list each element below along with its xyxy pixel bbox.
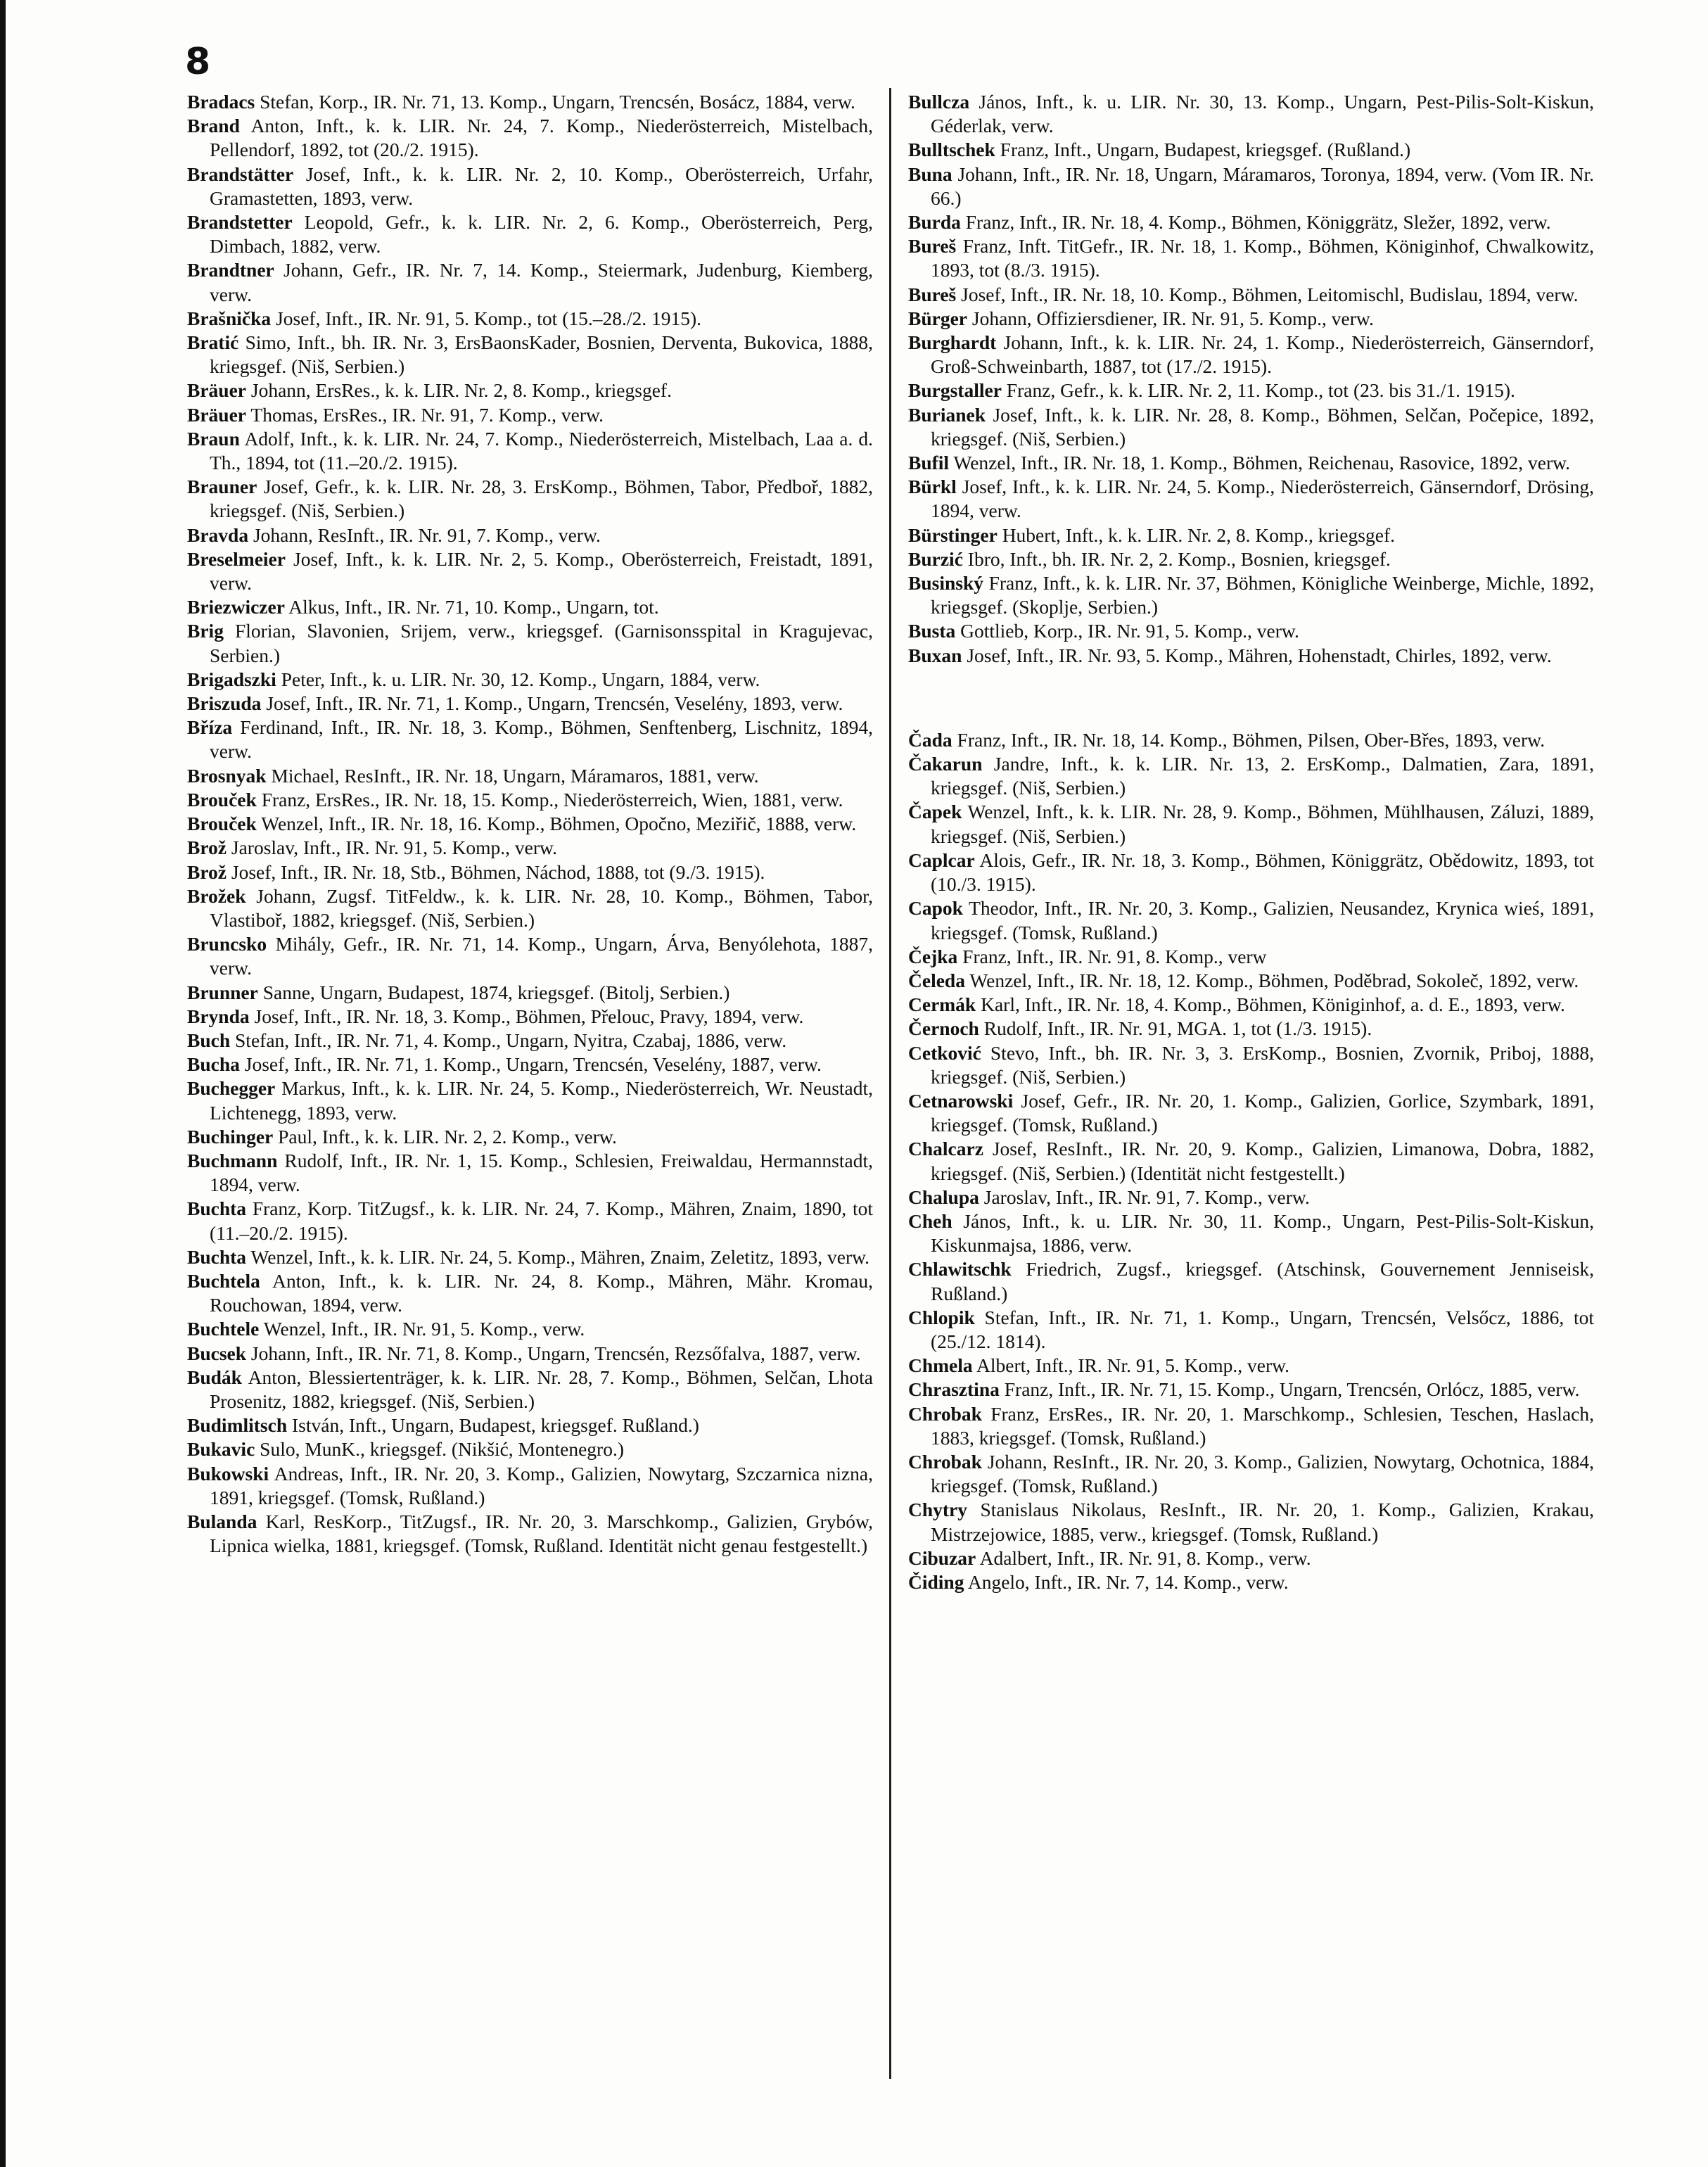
- entry-surname: Cermák: [908, 993, 976, 1016]
- entry-details: Franz, ErsRes., IR. Nr. 20, 1. Marschkomp., Schlesien, Teschen, Haslach, 1883, kriegsgef. (Tomsk, Rußland.): [931, 1402, 1594, 1449]
- entry-surname: Brož: [187, 860, 227, 883]
- register-entry: [187, 860, 873, 884]
- c-section: [908, 728, 1594, 1594]
- entry-surname: Braun: [187, 427, 240, 450]
- entry-details: Sanne, Ungarn, Budapest, 1874, kriegsgef. (Bitolj, Serbien.): [262, 981, 730, 1003]
- register-entry: [187, 379, 873, 402]
- entry-surname: Bräuer: [187, 379, 247, 402]
- register-entry: [187, 523, 873, 547]
- entry-details: Anton, Inft., k. k. LIR. Nr. 24, 8. Komp., Mähren, Mähr. Kromau, Rouchowan, 1894, verw.: [210, 1269, 874, 1316]
- register-entry: [908, 1570, 1594, 1594]
- register-entry: [908, 945, 1594, 969]
- entry-surname: Brouček: [187, 813, 257, 835]
- register-entry: [908, 1498, 1594, 1546]
- entry-surname: Brosnyak: [187, 764, 267, 787]
- entry-details: Angelo, Inft., IR. Nr. 7, 14. Komp., verw.: [967, 1570, 1289, 1593]
- entry-surname: Chlopik: [908, 1306, 975, 1328]
- register-entry: [187, 981, 873, 1005]
- entry-surname: Chrobak: [908, 1402, 982, 1425]
- entry-details: Simo, Inft., bh. IR. Nr. 3, ErsBaonsKader, Bosnien, Derventa, Bukovica, 1888, kriegsgef. (Niš, Serbien.): [210, 331, 874, 378]
- register-entry: [187, 1076, 873, 1124]
- entry-details: Josef, Inft., IR. Nr. 18, 3. Komp., Böhmen, Přelouc, Pravy, 1894, verw.: [254, 1005, 804, 1027]
- entry-details: Albert, Inft., IR. Nr. 91, 5. Komp., verw.: [976, 1354, 1290, 1377]
- register-entry: [187, 1366, 873, 1413]
- entry-details: Karl, Inft., IR. Nr. 18, 4. Komp., Böhmen, Königinhof, a. d. E., 1893, verw.: [981, 993, 1565, 1016]
- entry-surname: Bukowski: [187, 1462, 269, 1485]
- entry-details: Mihály, Gefr., IR. Nr. 71, 14. Komp., Ungarn, Árva, Benyólehota, 1887, verw.: [210, 933, 874, 979]
- register-entry: [908, 644, 1594, 668]
- entry-details: Johann, Gefr., IR. Nr. 7, 14. Komp., Steiermark, Judenburg, Kiemberg, verw.: [210, 259, 873, 305]
- register-entry: [187, 1245, 873, 1269]
- entry-surname: Burghardt: [908, 331, 997, 354]
- register-entry: [908, 1089, 1594, 1137]
- entry-details: Rudolf, Inft., IR. Nr. 91, MGA. 1, tot (1./3. 1915).: [983, 1017, 1372, 1040]
- register-entry: [187, 307, 873, 331]
- entry-details: Jaroslav, Inft., IR. Nr. 91, 7. Komp., verw.: [983, 1186, 1310, 1208]
- entry-surname: Cetnarowski: [908, 1089, 1014, 1112]
- entry-details: Stevo, Inft., bh. IR. Nr. 3, 3. ErsKomp., Bosnien, Zvornik, Priboj, 1888, kriegsgef. (Niš, Serbien.): [931, 1041, 1594, 1088]
- register-entry: [187, 547, 873, 595]
- register-entry: [908, 475, 1594, 523]
- entry-surname: Bravda: [187, 523, 249, 546]
- entry-surname: Čapek: [908, 801, 962, 823]
- register-entry: [187, 1437, 873, 1461]
- page-number: 8: [185, 41, 211, 83]
- register-entry: [908, 1137, 1594, 1185]
- entry-surname: Budimlitsch: [187, 1414, 288, 1437]
- register-entry: [908, 1546, 1594, 1570]
- entry-details: Stanislaus Nikolaus, ResInft., IR. Nr. 20, 1. Komp., Galizien, Krakau, Mistrzejowice, 1885, verw., kriegsgef. (Tomsk, Rußland.): [931, 1499, 1594, 1545]
- entry-surname: Bürger: [908, 307, 968, 329]
- entry-details: Hubert, Inft., k. k. LIR. Nr. 2, 8. Komp., kriegsgef.: [1002, 523, 1395, 546]
- entry-surname: Buchinger: [187, 1125, 274, 1148]
- register-entry: [908, 90, 1594, 138]
- entry-surname: Černoch: [908, 1017, 979, 1040]
- entry-details: Wenzel, Inft., k. k. LIR. Nr. 24, 5. Komp., Mähren, Znaim, Zeletitz, 1893, verw.: [250, 1245, 870, 1268]
- entry-surname: Cetković: [908, 1041, 981, 1064]
- register-entry: [908, 1041, 1594, 1089]
- entry-details: Alkus, Inft., IR. Nr. 71, 10. Komp., Ungarn, tot.: [288, 596, 659, 618]
- register-entry: [908, 1186, 1594, 1209]
- entry-details: Josef, Inft., k. k. LIR. Nr. 2, 5. Komp., Oberösterreich, Freistadt, 1891, verw.: [210, 547, 873, 595]
- register-entry: [908, 234, 1594, 282]
- entry-details: Franz, Inft., IR. Nr. 71, 15. Komp., Ungarn, Trencsén, Orlócz, 1885, verw.: [1004, 1378, 1580, 1401]
- entry-surname: Brauner: [187, 476, 257, 498]
- entry-details: Josef, Inft., IR. Nr. 71, 1. Komp., Ungarn, Trencsén, Veselény, 1893, verw.: [266, 692, 843, 715]
- entry-details: Jandre, Inft., k. k. LIR. Nr. 13, 2. ErsKomp., Dalmatien, Zara, 1891, kriegsgef. (Niš, Serbien.): [931, 753, 1595, 799]
- entry-surname: Brynda: [187, 1005, 250, 1027]
- entry-surname: Bradacs: [187, 91, 255, 113]
- entry-surname: Burianek: [908, 403, 986, 426]
- entry-details: Rudolf, Inft., IR. Nr. 1, 15. Komp., Schlesien, Freiwaldau, Hermannstadt, 1894, verw.: [210, 1149, 873, 1196]
- register-entry: [187, 836, 873, 860]
- register-entry: [187, 595, 873, 619]
- register-entry: [908, 379, 1594, 402]
- register-entry: [187, 1005, 873, 1029]
- register-entry: [187, 1510, 873, 1558]
- entry-details: Gottlieb, Korp., IR. Nr. 91, 5. Komp., verw.: [960, 620, 1299, 642]
- entry-surname: Burda: [908, 211, 961, 234]
- entry-details: Ferdinand, Inft., IR. Nr. 18, 3. Komp., Böhmen, Senftenberg, Lischnitz, 1894, verw.: [210, 716, 873, 763]
- entry-surname: Čada: [908, 728, 952, 751]
- entry-surname: Chytry: [908, 1499, 968, 1521]
- entry-details: Franz, Inft., IR. Nr. 18, 14. Komp., Böhmen, Pilsen, Ober-Břes, 1893, verw.: [957, 728, 1546, 751]
- register-entry: [187, 1149, 873, 1197]
- entry-details: Josef, Inft., k. k. LIR. Nr. 28, 8. Komp., Böhmen, Selčan, Počepice, 1892, kriegsgef. (Niš, Serbien.): [931, 403, 1594, 450]
- entry-surname: Čejka: [908, 945, 958, 967]
- entry-details: Ibro, Inft., bh. IR. Nr. 2, 2. Komp., Bosnien, kriegsgef.: [967, 547, 1391, 570]
- entry-surname: Chalupa: [908, 1186, 979, 1208]
- register-entry: [187, 475, 873, 523]
- entry-details: Wenzel, Inft., k. k. LIR. Nr. 28, 9. Komp., Böhmen, Mühlhausen, Záluzi, 1889, kriegsgef. (Niš, Serbien.): [931, 801, 1594, 847]
- entry-surname: Bürkl: [908, 476, 957, 498]
- entry-details: Josef, Inft., IR. Nr. 93, 5. Komp., Mähren, Hohenstadt, Chirles, 1892, verw.: [967, 644, 1552, 666]
- register-entry: [187, 1462, 873, 1510]
- entry-details: István, Inft., Ungarn, Budapest, kriegsgef. Rußland.): [292, 1414, 699, 1437]
- register-entry: [908, 800, 1594, 848]
- entry-surname: Buchmann: [187, 1149, 278, 1171]
- register-entry: [187, 1317, 873, 1341]
- entry-details: Wenzel, Inft., IR. Nr. 18, 12. Komp., Böhmen, Poděbrad, Sokoleč, 1892, verw.: [969, 969, 1579, 991]
- b-section: [908, 90, 1594, 668]
- entry-details: Josef, Gefr., k. k. LIR. Nr. 28, 3. ErsKomp., Böhmen, Tabor, Předboř, 1882, kriegsgef. (Niš, Serbien.): [210, 476, 874, 522]
- register-entry: [908, 163, 1594, 210]
- entry-details: Josef, Inft., k. k. LIR. Nr. 2, 10. Komp., Oberösterreich, Urfahr, Gramastetten, 1893, verw.: [210, 163, 873, 209]
- entry-details: Stefan, Inft., IR. Nr. 71, 1. Komp., Ungarn, Trencsén, Velsőcz, 1886, tot (25./12. 1814).: [931, 1306, 1595, 1352]
- register-entry: [908, 523, 1594, 547]
- register-entry: [187, 1413, 873, 1437]
- entry-surname: Buna: [908, 163, 952, 185]
- entry-surname: Chlawitschk: [908, 1258, 1012, 1280]
- register-entry: [908, 1378, 1594, 1402]
- register-entry: [908, 849, 1594, 896]
- entry-details: Theodor, Inft., IR. Nr. 20, 3. Komp., Galizien, Neusandez, Krynica wieś, 1891, kriegsgef. (Tomsk, Rußland.): [931, 897, 1594, 943]
- entry-details: Johann, Inft., k. k. LIR. Nr. 24, 1. Komp., Niederösterreich, Gänserndorf, Groß-Schweinbarth, 1887, tot (17./2. 1915).: [931, 331, 1595, 378]
- entry-surname: Bürstinger: [908, 523, 998, 546]
- entry-surname: Breselmeier: [187, 547, 286, 570]
- register-entry: [187, 1029, 873, 1053]
- entry-surname: Bruncsko: [187, 933, 267, 955]
- register-entry: [187, 1269, 873, 1317]
- entry-details: János, Inft., k. u. LIR. Nr. 30, 13. Komp., Ungarn, Pest-Pilis-Solt-Kiskun, Géderlak, verw.: [931, 91, 1594, 137]
- entry-surname: Bříza: [187, 716, 233, 739]
- entry-surname: Capok: [908, 897, 963, 920]
- register-entry: [908, 728, 1594, 752]
- entry-details: Thomas, ErsRes., IR. Nr. 91, 7. Komp., verw.: [250, 403, 604, 426]
- entry-surname: Buchegger: [187, 1077, 276, 1100]
- entry-details: Johann, ErsRes., k. k. LIR. Nr. 2, 8. Komp., kriegsgef.: [250, 379, 672, 402]
- section-gap: [908, 668, 1594, 728]
- register-entry: [908, 752, 1594, 800]
- entry-surname: Bureš: [908, 235, 957, 258]
- register-entry: [187, 331, 873, 379]
- entry-surname: Buch: [187, 1029, 231, 1051]
- register-entry: [908, 1306, 1594, 1354]
- entry-details: Johann, Inft., IR. Nr. 71, 8. Komp., Ungarn, Trencsén, Rezsőfalva, 1887, verw.: [250, 1342, 861, 1364]
- entry-details: Josef, Inft., k. k. LIR. Nr. 24, 5. Komp., Niederösterreich, Gänserndorf, Drösing, 1894, verw.: [931, 476, 1595, 522]
- entry-details: Franz, Inft., k. k. LIR. Nr. 37, Böhmen, Königliche Weinberge, Michle, 1892, kriegsgef. (Skoplje, Serbien.): [931, 572, 1594, 618]
- entry-details: Josef, Inft., IR. Nr. 18, Stb., Böhmen, Náchod, 1888, tot (9./3. 1915).: [231, 860, 765, 883]
- entry-surname: Budák: [187, 1366, 242, 1388]
- entry-surname: Chalcarz: [908, 1138, 983, 1160]
- entry-details: Stefan, Korp., IR. Nr. 71, 13. Komp., Ungarn, Trencsén, Bosácz, 1884, verw.: [260, 91, 855, 113]
- entry-surname: Brouček: [187, 788, 257, 811]
- entry-details: Josef, Inft., IR. Nr. 71, 1. Komp., Ungarn, Trencsén, Veselény, 1887, verw.: [244, 1053, 822, 1076]
- entry-details: Josef, ResInft., IR. Nr. 20, 9. Komp., Galizien, Limanowa, Dobra, 1882, kriegsgef. (Niš, Serbien.) (Identität nicht festgestellt.): [931, 1138, 1594, 1184]
- register-entry: [187, 163, 873, 210]
- register-entry: [908, 1450, 1594, 1498]
- register-entry: [908, 993, 1594, 1017]
- entry-surname: Buchta: [187, 1245, 247, 1268]
- entry-surname: Brand: [187, 115, 240, 137]
- entry-surname: Brandstetter: [187, 211, 293, 234]
- register-entry: [187, 427, 873, 475]
- register-entry: [187, 1053, 873, 1076]
- entry-details: Johann, Zugsf. TitFeldw., k. k. LIR. Nr. 28, 10. Komp., Böhmen, Tabor, Vlastiboř, 1882, kriegsgef. (Niš, Serbien.): [210, 884, 874, 931]
- entry-surname: Bucha: [187, 1053, 240, 1076]
- entry-surname: Bureš: [908, 283, 957, 305]
- register-entry: [187, 788, 873, 812]
- entry-details: Friedrich, Zugsf., kriegsgef. (Atschinsk, Gouvernement Jenniseisk, Rußland.): [931, 1258, 1595, 1304]
- entry-details: Peter, Inft., k. u. LIR. Nr. 30, 12. Komp., Ungarn, 1884, verw.: [281, 668, 760, 690]
- entry-details: Stefan, Inft., IR. Nr. 71, 4. Komp., Ungarn, Nyitra, Czabaj, 1886, verw.: [235, 1029, 787, 1051]
- entry-details: Paul, Inft., k. k. LIR. Nr. 2, 2. Komp., verw.: [278, 1125, 617, 1148]
- entry-surname: Caplcar: [908, 849, 975, 871]
- entry-surname: Businský: [908, 572, 984, 595]
- entry-surname: Čiding: [908, 1570, 964, 1593]
- entry-details: Franz, Korp. TitZugsf., k. k. LIR. Nr. 24, 7. Komp., Mähren, Znaim, 1890, tot (11.–20./2. 1915).: [210, 1197, 873, 1244]
- entry-surname: Burgstaller: [908, 379, 1002, 402]
- register-entry: [187, 403, 873, 427]
- register-entry: [908, 403, 1594, 451]
- left-column: [187, 90, 873, 1558]
- register-entry: [908, 1354, 1594, 1378]
- entry-surname: Chmela: [908, 1354, 973, 1377]
- entry-details: Anton, Blessiertenträger, k. k. LIR. Nr. 28, 7. Komp., Böhmen, Selčan, Lhota Prosenitz, 1882, kriegsgef. (Niš, Serbien.): [210, 1366, 873, 1412]
- entry-surname: Bratić: [187, 331, 239, 354]
- entry-details: Josef, Gefr., IR. Nr. 20, 1. Komp., Galizien, Gorlice, Szymbark, 1891, kriegsgef. (Tomsk, Rußland.): [931, 1089, 1594, 1136]
- entry-details: Adalbert, Inft., IR. Nr. 91, 8. Komp., verw.: [979, 1546, 1311, 1569]
- register-entry: [908, 1017, 1594, 1041]
- register-entry: [187, 210, 873, 258]
- entry-surname: Buchtela: [187, 1269, 260, 1292]
- entry-surname: Bulanda: [187, 1510, 257, 1532]
- entry-surname: Chrobak: [908, 1450, 982, 1473]
- entry-surname: Brandstätter: [187, 163, 294, 185]
- entry-surname: Brigadszki: [187, 668, 276, 690]
- entry-details: Johann, ResInft., IR. Nr. 20, 3. Komp., Galizien, Nowytarg, Ochotnica, 1884, kriegsgef. (Tomsk, Rußland.): [931, 1450, 1595, 1497]
- register-entry: [908, 331, 1594, 379]
- entry-surname: Brožek: [187, 884, 246, 907]
- entry-details: Karl, ResKorp., TitZugsf., IR. Nr. 20, 3. Marschkomp., Galizien, Grybów, Lipnica wielka, 1881, kriegsgef. (Tomsk, Rußland. Identität nicht genau festgestellt.): [210, 1510, 873, 1557]
- entry-surname: Bucsek: [187, 1342, 247, 1364]
- register-entry: [908, 547, 1594, 571]
- register-entry: [187, 114, 873, 162]
- entry-surname: Cheh: [908, 1209, 952, 1232]
- entry-details: Johann, Inft., IR. Nr. 18, Ungarn, Máramaros, Toronya, 1894, verw. (Vom IR. Nr. 66.): [931, 163, 1595, 209]
- entry-surname: Čakarun: [908, 753, 983, 775]
- register-entry: [908, 1402, 1594, 1450]
- entry-surname: Bufil: [908, 452, 950, 474]
- entry-surname: Brig: [187, 620, 224, 642]
- register-entry: [908, 969, 1594, 993]
- entry-surname: Bulltschek: [908, 139, 995, 161]
- entry-details: Franz, Inft., Ungarn, Budapest, kriegsgef. (Rußland.): [1000, 139, 1411, 161]
- register-entry: [187, 932, 873, 980]
- entry-details: Leopold, Gefr., k. k. LIR. Nr. 2, 6. Komp., Oberösterreich, Perg, Dimbach, 1882, verw.: [210, 211, 874, 258]
- entry-details: Andreas, Inft., IR. Nr. 20, 3. Komp., Galizien, Nowytarg, Szczarnica nizna, 1891, kriegsgef. (Tomsk, Rußland.): [210, 1462, 874, 1508]
- entry-details: Johann, ResInft., IR. Nr. 91, 7. Komp., verw.: [253, 523, 601, 546]
- register-entry: [908, 896, 1594, 944]
- entry-details: Franz, Inft., IR. Nr. 91, 8. Komp., verw: [962, 945, 1267, 967]
- entry-details: Wenzel, Inft., IR. Nr. 91, 5. Komp., verw.: [263, 1318, 585, 1340]
- register-entry: [187, 692, 873, 716]
- entry-surname: Burzić: [908, 547, 963, 570]
- entry-surname: Busta: [908, 620, 956, 642]
- register-entry: [908, 1257, 1594, 1305]
- entry-surname: Chrasztina: [908, 1378, 1000, 1401]
- register-entry: [908, 307, 1594, 331]
- register-entry: [908, 210, 1594, 234]
- entry-details: Markus, Inft., k. k. LIR. Nr. 24, 5. Komp., Niederösterreich, Wr. Neustadt, Lichtenegg, 1893, verw.: [210, 1077, 874, 1124]
- register-entry: [908, 1209, 1594, 1257]
- register-entry: [187, 668, 873, 692]
- entry-surname: Brašnička: [187, 307, 272, 329]
- column-divider: [889, 88, 891, 2079]
- entry-surname: Bullcza: [908, 91, 970, 113]
- right-column: [908, 90, 1594, 1594]
- entry-details: Florian, Slavonien, Srijem, verw., kriegsgef. (Garnisonsspital in Kragujevac, Serbien.): [210, 620, 874, 666]
- register-entry: [908, 451, 1594, 475]
- register-entry: [187, 1342, 873, 1366]
- entry-details: Franz, Inft. TitGefr., IR. Nr. 18, 1. Komp., Böhmen, Königinhof, Chwalkowitz, 1893, tot (8./3. 1915).: [931, 235, 1594, 281]
- entry-details: János, Inft., k. u. LIR. Nr. 30, 11. Komp., Ungarn, Pest-Pilis-Solt-Kiskun, Kiskunmajsa, 1886, verw.: [931, 1209, 1595, 1257]
- entry-details: Josef, Inft., IR. Nr. 91, 5. Komp., tot (15.–28./2. 1915).: [276, 307, 702, 329]
- entry-details: Adolf, Inft., k. k. LIR. Nr. 24, 7. Komp., Niederösterreich, Mistelbach, Laa a. d. Th., 1894, tot (11.–20./2. 1915).: [210, 427, 873, 474]
- register-entry: [908, 283, 1594, 307]
- entry-details: Josef, Inft., IR. Nr. 18, 10. Komp., Böhmen, Leitomischl, Budislau, 1894, verw.: [961, 283, 1579, 305]
- entry-details: Jaroslav, Inft., IR. Nr. 91, 5. Komp., verw.: [231, 837, 557, 859]
- register-entry: [187, 90, 873, 114]
- entry-details: Alois, Gefr., IR. Nr. 18, 3. Komp., Böhmen, Königgrätz, Obědowitz, 1893, tot (10./3. 1915).: [931, 849, 1595, 896]
- entry-details: Wenzel, Inft., IR. Nr. 18, 1. Komp., Böhmen, Reichenau, Rasovice, 1892, verw.: [953, 452, 1571, 474]
- register-entry: [908, 571, 1594, 619]
- entry-details: Wenzel, Inft., IR. Nr. 18, 16. Komp., Böhmen, Opočno, Meziřič, 1888, verw.: [261, 813, 857, 835]
- entry-surname: Brunner: [187, 981, 258, 1003]
- register-entry: [187, 764, 873, 788]
- entry-details: Franz, Inft., IR. Nr. 18, 4. Komp., Böhmen, Königgrätz, Sležer, 1892, verw.: [965, 211, 1551, 234]
- register-entry: [187, 258, 873, 306]
- entry-surname: Brož: [187, 837, 227, 859]
- register-entry: [187, 1125, 873, 1149]
- entry-details: Michael, ResInft., IR. Nr. 18, Ungarn, Máramaros, 1881, verw.: [271, 764, 759, 787]
- entry-surname: Čeleda: [908, 969, 965, 991]
- register-entry: [908, 138, 1594, 162]
- entry-surname: Buxan: [908, 644, 962, 666]
- register-entry: [187, 619, 873, 667]
- entry-surname: Brandtner: [187, 259, 274, 281]
- entry-details: Franz, ErsRes., IR. Nr. 18, 15. Komp., Niederösterreich, Wien, 1881, verw.: [261, 788, 843, 811]
- register-entry: [908, 619, 1594, 643]
- register-entry: [187, 716, 873, 763]
- entry-surname: Buchtele: [187, 1318, 260, 1340]
- register-entry: [187, 1197, 873, 1245]
- register-entry: [187, 884, 873, 932]
- entry-surname: Bräuer: [187, 403, 247, 426]
- register-entry: [187, 812, 873, 836]
- entry-surname: Cibuzar: [908, 1546, 976, 1569]
- entry-surname: Briszuda: [187, 692, 262, 715]
- entry-surname: Buchta: [187, 1197, 247, 1220]
- entry-surname: Bukavic: [187, 1438, 255, 1461]
- entry-details: Anton, Inft., k. k. LIR. Nr. 24, 7. Komp., Niederösterreich, Mistelbach, Pellendorf, 1892, tot (20./2. 1915).: [210, 115, 873, 161]
- entry-details: Franz, Gefr., k. k. LIR. Nr. 2, 11. Komp., tot (23. bis 31./1. 1915).: [1006, 379, 1515, 402]
- entry-details: Sulo, MunK., kriegsgef. (Nikšić, Montenegro.): [260, 1438, 624, 1461]
- entry-details: Johann, Offiziersdiener, IR. Nr. 91, 5. Komp., verw.: [971, 307, 1374, 329]
- entry-surname: Briezwiczer: [187, 596, 285, 618]
